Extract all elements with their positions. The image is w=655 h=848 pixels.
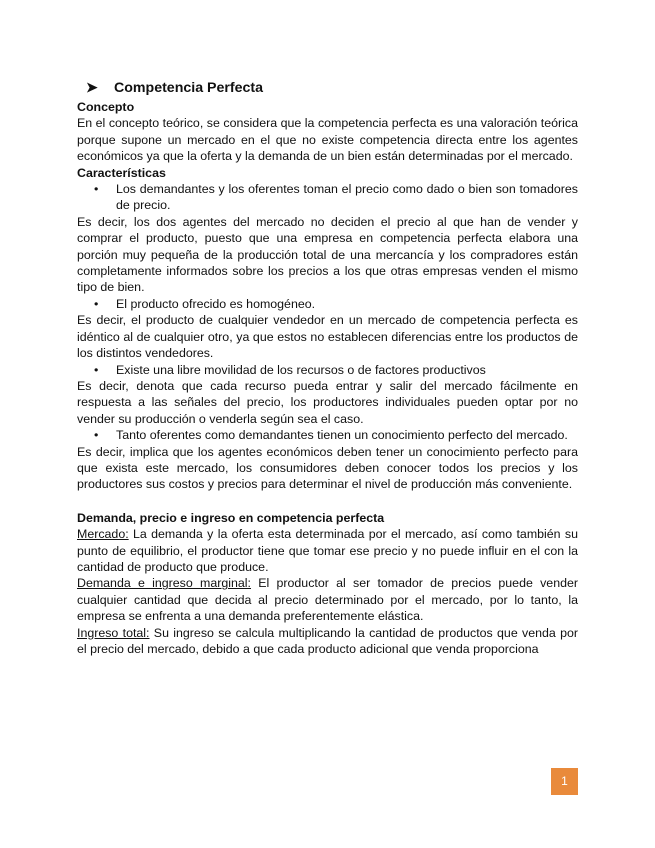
bullet-icon: • bbox=[94, 182, 99, 197]
section2-title: Demanda, precio e ingreso en competencia perfecta bbox=[77, 510, 385, 525]
caracteristicas-title: Características bbox=[77, 165, 166, 180]
bullet-icon: • bbox=[94, 362, 99, 377]
list-item: • Existe una libre movilidad de los recursos o de factores productivos bbox=[94, 362, 486, 377]
bullet-icon: • bbox=[94, 296, 99, 311]
paragraph-1: Es decir, los dos agentes del mercado no deciden el precio al que han de vender y comprar el producto, puesto que una empresa en competencia perfecta elabora una porción muy pequeña de la producción total de una mercancía y los compradores están completamente informados sobre los precios a los que otras empresas venden el mismo tipo de bien. bbox=[77, 214, 578, 295]
spacer bbox=[77, 493, 578, 510]
mercado-label: Mercado: bbox=[77, 527, 129, 542]
page-number-badge: 1 bbox=[551, 768, 578, 795]
heading-text: Competencia Perfecta bbox=[114, 80, 264, 96]
paragraph-4: Es decir, implica que los agentes económicos deben tener un conocimiento perfecto para que exista este mercado, los consumidores deben conocer todos los precios y los productores sus costos y precios para determinar el nivel de producción más conveniente. bbox=[77, 444, 578, 492]
bullet-list-3 bbox=[77, 362, 578, 378]
ingreso-label: Ingreso total: bbox=[77, 625, 150, 640]
section-heading bbox=[77, 79, 578, 97]
arrow-bullet-icon: ➤ bbox=[86, 80, 98, 96]
demanda-paragraph: Demanda e ingreso marginal: El productor al ser tomador de precios puede vender cualquier cantidad que decida al precio determinado por el mercado, por lo tanto, la empresa se enfrenta a una demanda preferentemente elástica. bbox=[77, 576, 578, 624]
bullet-list-4 bbox=[77, 427, 578, 443]
ingreso-paragraph: Ingreso total: Su ingreso se calcula multiplicando la cantidad de productos que venda por el precio del mercado, debido a que cada producto adicional que venda proporciona bbox=[77, 625, 578, 656]
page-content bbox=[77, 79, 578, 657]
list-item: • Tanto oferentes como demandantes tienen un conocimiento perfecto del mercado. bbox=[94, 428, 568, 443]
list-item: • Los demandantes y los oferentes toman el precio como dado o bien son tomadores de precio. bbox=[94, 182, 578, 213]
concepto-paragraph: En el concepto teórico, se considera que la competencia perfecta es una valoración teórica porque supone un mercado en el que no existe competencia directa entre los agentes económicos ya que la oferta y la demanda de un bien están determinadas por el mercado. bbox=[77, 116, 578, 164]
paragraph-2: Es decir, el producto de cualquier vendedor en un mercado de competencia perfecta es idéntico al de cualquier otro, ya que estos no establecen diferencias entre los productos de los distintos vendedores. bbox=[77, 313, 578, 361]
mercado-paragraph: Mercado: La demanda y la oferta esta determinada por el mercado, así como también su punto de equilibrio, el productor tiene que tomar ese precio y no puede influir en el con la cantidad de producto que produce. bbox=[77, 527, 578, 574]
bullet-list-2 bbox=[77, 296, 578, 312]
list-item: • El producto ofrecido es homogéneo. bbox=[94, 296, 316, 311]
bullet-icon: • bbox=[94, 428, 99, 443]
bullet-list-1 bbox=[77, 181, 578, 214]
concepto-title: Concepto bbox=[77, 100, 135, 114]
paragraph-3: Es decir, denota que cada recurso pueda entrar y salir del mercado fácilmente en respuesta a las señales del precio, los productores individuales pueden optar por no vender su producción o venderla según sea el caso. bbox=[77, 378, 578, 426]
demanda-label: Demanda e ingreso marginal: bbox=[77, 576, 251, 591]
